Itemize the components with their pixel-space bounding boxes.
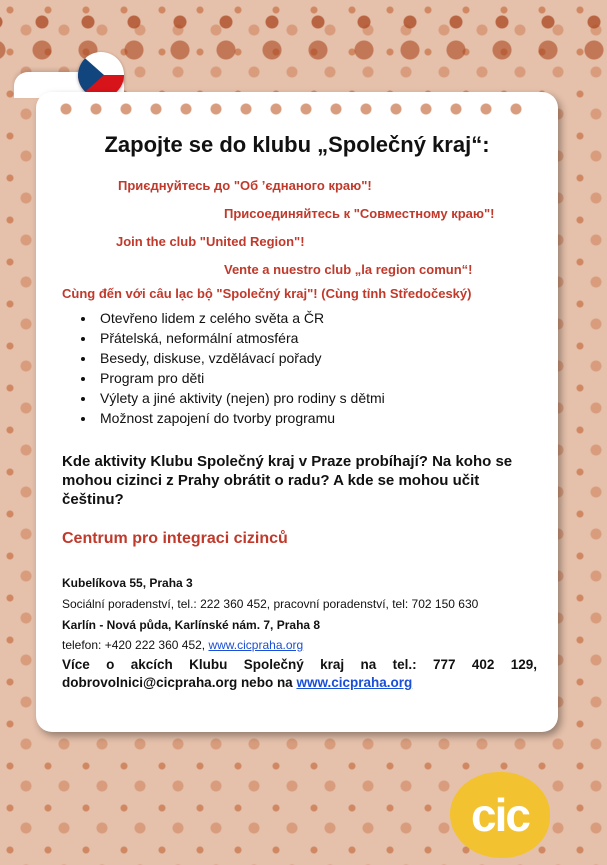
more-info-text: Více o akcích Klubu Společný kraj na tel.: 777 402 129, dobrovolnici@cicpraha.org nebo na <box>62 657 537 690</box>
organization-name: Centrum pro integraci cizinců <box>62 530 288 547</box>
list-item: • Besedy, diskuse, vzdělávací pořady <box>96 348 385 368</box>
phone-line <box>62 638 537 652</box>
list-item: • Možnost zapojení do tvorby programu <box>96 408 385 428</box>
more-info-paragraph <box>62 656 537 692</box>
greeting-ukrainian: Приєднуйтесь до "Об ’єднаного краю"! <box>118 178 372 193</box>
features-list <box>66 308 385 428</box>
website-link-bold[interactable]: www.cicpraha.org <box>296 675 413 690</box>
greeting-english: Join the club "United Region"! <box>116 234 305 249</box>
greeting-vietnamese: Cùng đến với câu lạc bộ "Společný kraj"! (Cùng tỉnh Středočeský) <box>62 286 472 301</box>
list-item: • Program pro děti <box>96 368 385 388</box>
address-kubelikova: Kubelíkova 55, Praha 3 <box>62 576 193 590</box>
list-item: • Otevřeno lidem z celého světa a ČR <box>96 308 385 328</box>
flyer-card <box>36 92 558 732</box>
list-item: • Přátelská, neformální atmosféra <box>96 328 385 348</box>
greeting-russian: Присоединяйтесь к "Совместному краю"! <box>224 206 495 221</box>
decorative-figures-row <box>56 98 536 120</box>
phone-text: telefon: +420 222 360 452, <box>62 638 209 652</box>
page-title: Zapojte se do klubu „Společný kraj“: <box>104 132 490 157</box>
website-link[interactable]: www.cicpraha.org <box>208 638 304 652</box>
list-item: • Výlety a jiné aktivity (nejen) pro rodiny s dětmi <box>96 388 385 408</box>
phones-line: Sociální poradenství, tel.: 222 360 452, pracovní poradenství, tel: 702 150 630 <box>62 597 479 611</box>
address-karlin: Karlín - Nová půda, Karlínské nám. 7, Praha 8 <box>62 618 321 632</box>
cic-logo: cic <box>450 772 550 858</box>
question-paragraph: Kde aktivity Klubu Společný kraj v Praze probíhají? Na koho se mohou cizinci z Prahy obrátit o radu? A kde se mohou učit češtinu? <box>62 453 513 508</box>
greeting-spanish: Vente a nuestro club „la region comun“! <box>224 262 473 277</box>
